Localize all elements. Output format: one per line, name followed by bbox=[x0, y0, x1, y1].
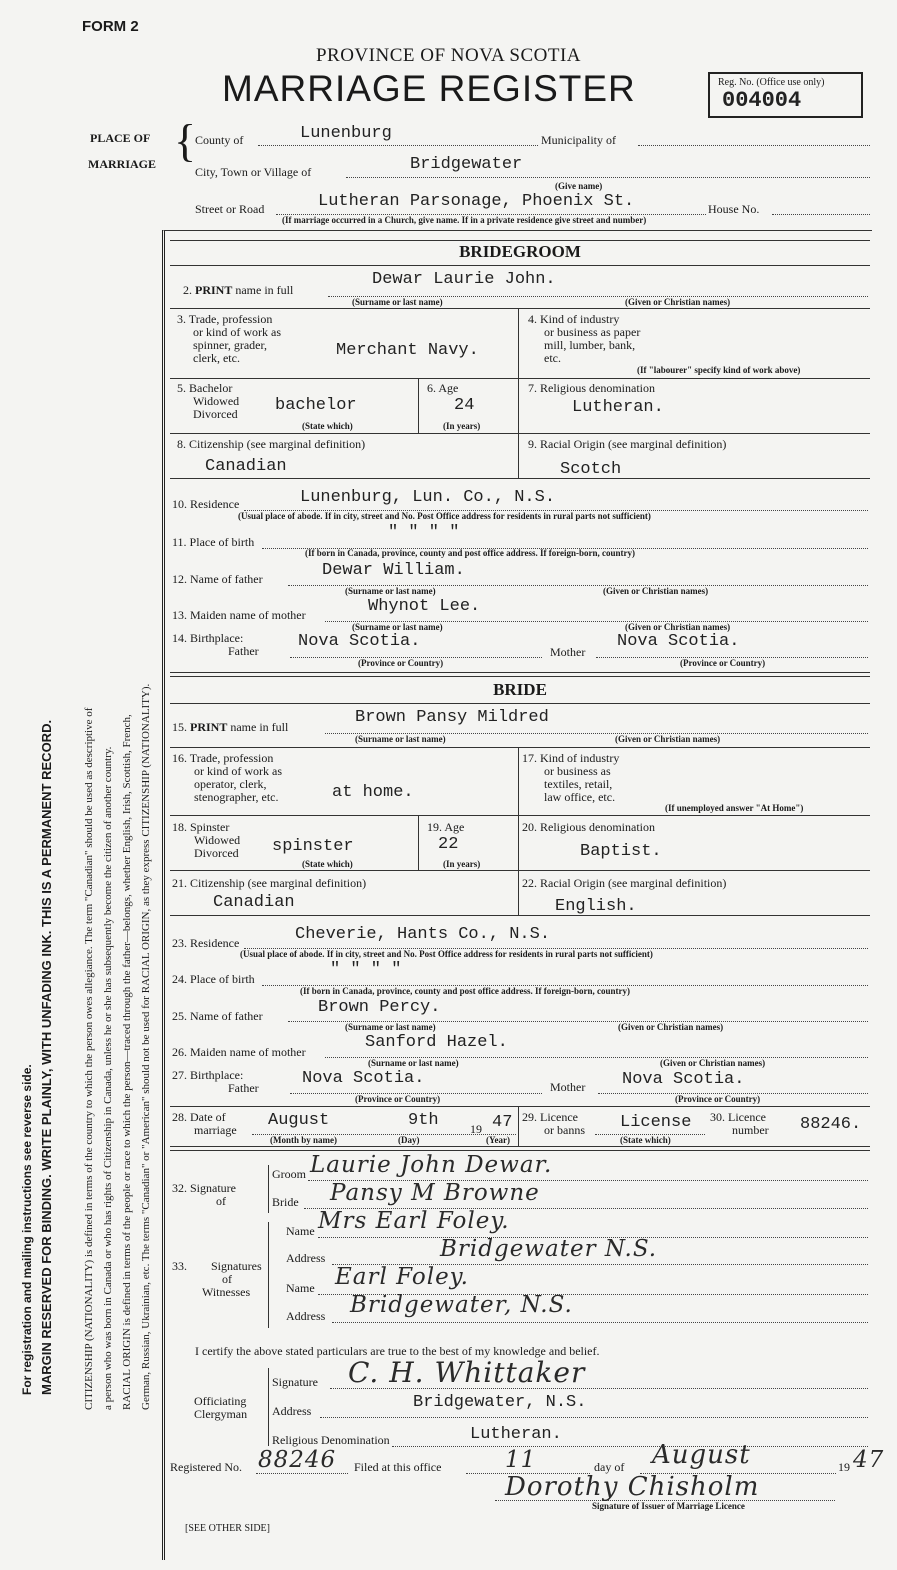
bride-father-province-caption: (Province or Country) bbox=[355, 1094, 441, 1104]
groom-surname-caption: (Surname or last name) bbox=[352, 297, 443, 307]
registered-label: Registered No. bbox=[170, 1460, 242, 1474]
groom-father: Dewar William. bbox=[322, 561, 465, 580]
labourer-caption: (If "labourer" specify kind of work above) bbox=[637, 365, 801, 375]
place-label-1: PLACE OF bbox=[90, 131, 151, 145]
bride-status-label: 18. Spinster Widowed Divorced bbox=[172, 820, 241, 860]
see-other-side: [SEE OTHER SIDE] bbox=[185, 1523, 270, 1534]
bride-citizenship: Canadian bbox=[213, 893, 295, 912]
margin-line-4: a person who was born in Canada or who has rights of Citizenship in Canada, unless he or she has subsequently become the citizen of another country. bbox=[102, 746, 114, 1410]
month-caption: (Month by name) bbox=[270, 1135, 337, 1145]
groom-status: bachelor bbox=[275, 396, 357, 415]
groom-father-surname-caption: (Surname or last name) bbox=[345, 586, 436, 596]
bride-mother-given-caption: (Given or Christian names) bbox=[660, 1058, 766, 1068]
margin-line-3: CITIZENSHIP (NATIONALITY) is defined in terms of the country to which the person owes allegiance. The term "Canadian" should be used as descriptive of bbox=[83, 707, 95, 1410]
groom-mother-birthplace: Nova Scotia. bbox=[617, 632, 740, 651]
bride-mother-birthplace: Nova Scotia. bbox=[622, 1070, 745, 1089]
groom-mother: Whynot Lee. bbox=[368, 597, 481, 616]
groom-years-caption: (In years) bbox=[443, 421, 481, 431]
bride-father: Brown Percy. bbox=[318, 998, 441, 1017]
filed-year: 47 bbox=[853, 1447, 885, 1473]
groom-religion: Lutheran. bbox=[572, 398, 664, 417]
groom-given-caption: (Given or Christian names) bbox=[625, 297, 731, 307]
licence-type: License bbox=[620, 1113, 692, 1132]
groom-status-label: 5. Bachelor Widowed Divorced bbox=[177, 381, 240, 421]
groom-name-label: 2. PRINT name in full bbox=[183, 283, 294, 297]
bride-father-label: 25. Name of father bbox=[172, 1009, 263, 1023]
groom-residence: Lunenburg, Lun. Co., N.S. bbox=[300, 488, 556, 507]
registered-number: 88246 bbox=[258, 1447, 337, 1473]
year-caption: (Year) bbox=[486, 1135, 510, 1145]
groom-birthplace-label: 14. Birthplace: Father bbox=[172, 631, 259, 658]
bride-trade: at home. bbox=[332, 783, 414, 802]
groom-father-label: 12. Name of father bbox=[172, 572, 263, 586]
day-caption: (Day) bbox=[398, 1135, 420, 1145]
bride-state-caption: (State which) bbox=[302, 859, 353, 869]
margin-line-5: RACIAL ORIGIN is defined in terms of the people or race to which the person—traced through the father—belongs, whether English, Irish, Scottish, French, bbox=[121, 714, 133, 1410]
groom-state-caption: (State which) bbox=[302, 421, 353, 431]
groom-birth-note: (If born in Canada, province, county and post office address. If foreign-born, country) bbox=[305, 548, 636, 558]
bride-birth: " " " " bbox=[330, 960, 402, 979]
groom-mother-province-caption: (Province or Country) bbox=[680, 658, 766, 668]
witness1-name: Mrs Earl Foley. bbox=[318, 1208, 510, 1234]
margin-line-2: MARGIN RESERVED FOR BINDING. WRITE PLAINLY, WITH UNFADING INK. THIS IS A PERMANENT RECORD. bbox=[39, 719, 54, 1395]
bride-father-given-caption: (Given or Christian names) bbox=[618, 1022, 724, 1032]
licence-state-caption: (State which) bbox=[620, 1135, 671, 1145]
marriage-month: August bbox=[268, 1111, 330, 1130]
street-note: (If marriage occurred in a Church, give name. If in a private residence give street and number) bbox=[282, 215, 647, 225]
groom-trade: Merchant Navy. bbox=[336, 341, 479, 360]
signature-label: 32. Signature of bbox=[172, 1181, 236, 1208]
bride-racial-label: 22. Racial Origin (see marginal definition) bbox=[522, 876, 727, 890]
filed-day: 11 bbox=[505, 1447, 537, 1473]
bride-mother-label: 26. Maiden name of mother bbox=[172, 1045, 306, 1059]
licence-type-label: 29. Licence or banns bbox=[522, 1110, 585, 1137]
bride-signature: Pansy M Browne bbox=[330, 1180, 540, 1206]
page-title: MARRIAGE REGISTER bbox=[222, 68, 636, 109]
bride-birth-note: (If born in Canada, province, county and post office address. If foreign-born, country) bbox=[300, 986, 631, 996]
municipality-label: Municipality of bbox=[541, 133, 616, 147]
bride-racial: English. bbox=[555, 897, 637, 916]
licence-number: 88246. bbox=[800, 1115, 862, 1134]
bride-citizenship-label: 21. Citizenship (see marginal definition) bbox=[172, 876, 367, 890]
day-of-label: day of bbox=[594, 1460, 625, 1474]
groom-religion-label: 7. Religious denomination bbox=[528, 381, 655, 395]
bride-religion: Baptist. bbox=[580, 842, 662, 861]
groom-trade-label: 3. Trade, profession or kind of work as spinner, grader, clerk, etc. bbox=[177, 312, 281, 365]
bride-birthplace-label: 27. Birthplace: Father bbox=[172, 1068, 259, 1095]
bride-father-surname-caption: (Surname or last name) bbox=[345, 1022, 436, 1032]
bride-years-caption: (In years) bbox=[443, 859, 481, 869]
county-value: Lunenburg bbox=[300, 124, 392, 143]
groom-father-province-caption: (Province or Country) bbox=[358, 658, 444, 668]
certify-text: I certify the above stated particulars are true to the best of my knowledge and belief. bbox=[195, 1344, 600, 1358]
bride-mother-province-caption: (Province or Country) bbox=[675, 1094, 761, 1104]
groom-industry-label: 4. Kind of industry or business as paper mill, lumber, bank, etc. bbox=[528, 312, 641, 365]
groom-citizenship-label: 8. Citizenship (see marginal definition) bbox=[177, 437, 366, 451]
bride-surname-caption: (Surname or last name) bbox=[355, 734, 446, 744]
witness1-name-label: Name bbox=[286, 1224, 315, 1238]
bride-age: 22 bbox=[438, 835, 459, 854]
margin-text bbox=[20, 245, 55, 1395]
clergy-sig-label: Signature bbox=[272, 1375, 318, 1389]
bride-name: Brown Pansy Mildred bbox=[355, 708, 549, 727]
marriage-year-prefix: 19 bbox=[470, 1122, 482, 1136]
county-label: County of bbox=[195, 133, 244, 147]
bride-mother-bp-label: Mother bbox=[550, 1080, 586, 1094]
bride-given-caption: (Given or Christian names) bbox=[615, 734, 721, 744]
groom-mother-given-caption: (Given or Christian names) bbox=[625, 622, 731, 632]
bridegroom-heading: BRIDEGROOM bbox=[459, 242, 581, 261]
filed-label: Filed at this office bbox=[354, 1460, 442, 1474]
groom-residence-label: 10. Residence bbox=[172, 497, 240, 511]
witness-label: 33. Signatures of Witnesses bbox=[172, 1259, 262, 1299]
city-label: City, Town or Village of bbox=[195, 165, 312, 179]
reg-number: 004004 bbox=[722, 88, 802, 113]
groom-racial-label: 9. Racial Origin (see marginal definition) bbox=[528, 437, 727, 451]
bride-industry-label: 17. Kind of industry or business as textiles, retail, law office, etc. bbox=[522, 751, 620, 804]
clergy-religion-label: Religious Denomination bbox=[272, 1433, 390, 1447]
clergy-religion: Lutheran. bbox=[470, 1425, 562, 1444]
street-label: Street or Road bbox=[195, 202, 265, 216]
marriage-date-label: 28. Date of marriage bbox=[172, 1110, 237, 1137]
groom-citizenship: Canadian bbox=[205, 457, 287, 476]
groom-age: 24 bbox=[454, 396, 475, 415]
groom-father-given-caption: (Given or Christian names) bbox=[603, 586, 709, 596]
bride-residence: Cheverie, Hants Co., N.S. bbox=[295, 925, 551, 944]
witness2-address: Bridgewater, N.S. bbox=[350, 1292, 573, 1318]
groom-birth-label: 11. Place of birth bbox=[172, 535, 255, 549]
form-number: FORM 2 bbox=[82, 18, 139, 35]
bride-birth-label: 24. Place of birth bbox=[172, 972, 255, 986]
groom-birth: " " " " bbox=[388, 523, 460, 542]
house-label: House No. bbox=[708, 202, 760, 216]
witness1-address: Bridgewater N.S. bbox=[440, 1236, 658, 1262]
bride-trade-label: 16. Trade, profession or kind of work as operator, clerk, stenographer, etc. bbox=[172, 751, 282, 804]
groom-mother-surname-caption: (Surname or last name) bbox=[352, 622, 443, 632]
city-line bbox=[346, 177, 870, 178]
city-value: Bridgewater bbox=[410, 155, 523, 174]
bride-name-label: 15. PRINT name in full bbox=[172, 720, 289, 734]
street-value: Lutheran Parsonage, Phoenix St. bbox=[318, 192, 635, 211]
place-label-2: MARRIAGE bbox=[88, 157, 156, 171]
groom-signature: Laurie John Dewar. bbox=[310, 1152, 553, 1178]
bride-mother-surname-caption: (Surname or last name) bbox=[368, 1058, 459, 1068]
groom-residence-note: (Usual place of abode. If in city, street and No. Post Office address for residents in rural parts not sufficient) bbox=[238, 511, 651, 521]
groom-age-label: 6. Age bbox=[427, 381, 459, 395]
groom-father-birthplace: Nova Scotia. bbox=[298, 632, 421, 651]
bride-residence-label: 23. Residence bbox=[172, 936, 240, 950]
reg-number-box bbox=[708, 72, 863, 118]
reg-number-label: Reg. No. (Office use only) bbox=[718, 77, 825, 88]
margin-line-1: For registration and mailing instructions see reverse side. bbox=[20, 1064, 34, 1395]
groom-mother-label: 13. Maiden name of mother bbox=[172, 608, 306, 622]
marriage-year: 47 bbox=[492, 1113, 513, 1132]
issuer-caption: Signature of Issuer of Marriage Licence bbox=[592, 1501, 745, 1511]
bride-heading: BRIDE bbox=[493, 680, 547, 699]
witness2-name-label: Name bbox=[286, 1281, 315, 1295]
witness2-name: Earl Foley. bbox=[335, 1264, 469, 1290]
witness2-address-label: Address bbox=[286, 1309, 326, 1323]
groom-sig-label: Groom bbox=[272, 1167, 306, 1181]
county-line bbox=[258, 145, 538, 146]
clergy-address-label: Address bbox=[272, 1404, 312, 1418]
groom-racial: Scotch bbox=[560, 460, 622, 479]
bride-sig-label: Bride bbox=[272, 1195, 299, 1209]
brace: { bbox=[174, 115, 197, 166]
bride-residence-note: (Usual place of abode. If in city, street and No. Post Office address for residents in rural parts not sufficient) bbox=[240, 949, 653, 959]
municipality-line bbox=[638, 145, 870, 146]
bride-status: spinster bbox=[272, 837, 354, 856]
clergy-signature: C. H. Whittaker bbox=[348, 1356, 586, 1389]
give-name-caption: (Give name) bbox=[555, 181, 603, 191]
bride-father-birthplace: Nova Scotia. bbox=[302, 1069, 425, 1088]
house-line bbox=[772, 214, 870, 215]
margin-definitions bbox=[80, 260, 156, 1410]
unemployed-caption: (If unemployed answer "At Home") bbox=[665, 803, 804, 813]
bride-religion-label: 20. Religious denomination bbox=[522, 820, 655, 834]
bride-mother: Sanford Hazel. bbox=[365, 1033, 508, 1052]
filed-year-prefix: 19 bbox=[838, 1460, 850, 1474]
licence-number-label: 30. Licence number bbox=[710, 1110, 769, 1137]
witness1-address-label: Address bbox=[286, 1251, 326, 1265]
bride-age-label: 19. Age bbox=[427, 820, 465, 834]
clergy-address: Bridgewater, N.S. bbox=[413, 1393, 587, 1412]
groom-mother-bp-label: Mother bbox=[550, 645, 586, 659]
clergyman-label: Officiating Clergyman bbox=[194, 1394, 248, 1421]
province-heading: PROVINCE OF NOVA SCOTIA bbox=[315, 45, 582, 66]
marriage-day: 9th bbox=[408, 1111, 439, 1130]
filed-month: August bbox=[652, 1440, 751, 1470]
issuer-signature: Dorothy Chisholm bbox=[505, 1472, 760, 1502]
groom-name: Dewar Laurie John. bbox=[372, 270, 556, 289]
margin-line-6: German, Russian, Ukrainian, etc. The terms "Canadian" or "American" should not be used for RACIAL ORIGIN, as they express CITIZENSHIP (NATIONALITY). bbox=[140, 683, 152, 1410]
